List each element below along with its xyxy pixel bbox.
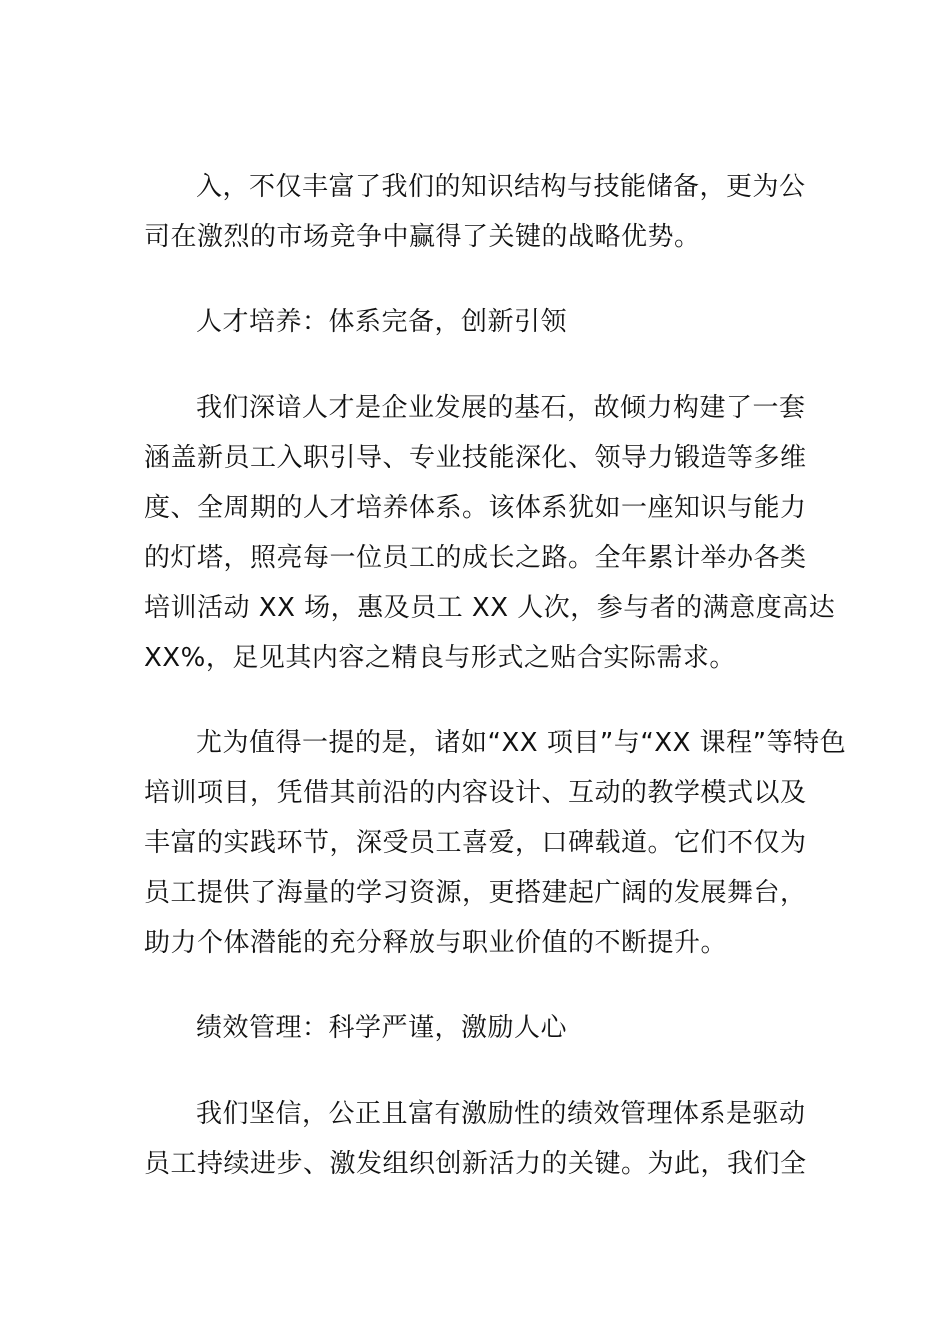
paragraph-line: 员工持续进步、激发组织创新活力的关键。为此，我们全 [144, 1149, 807, 1179]
paragraph-line: 度、全周期的人才培养体系。该体系犹如一座知识与能力 [144, 493, 807, 523]
section-heading-performance: 绩效管理：科学严谨，激励人心 [196, 1013, 568, 1043]
paragraph-line: 培训活动 XX 场，惠及员工 XX 人次，参与者的满意度高达 [144, 593, 836, 623]
paragraph-line: 丰富的实践环节，深受员工喜爱，口碑载道。它们不仅为 [144, 828, 807, 858]
paragraph-line: 的灯塔，照亮每一位员工的成长之路。全年累计举办各类 [144, 543, 807, 573]
paragraph-line: 尤为值得一提的是，诸如“XX 项目”与“XX 课程”等特色 [196, 728, 847, 758]
paragraph-line: 员工提供了海量的学习资源，更搭建起广阔的发展舞台， [144, 878, 807, 908]
paragraph-line: XX%，足见其内容之精良与形式之贴合实际需求。 [144, 643, 736, 673]
section-heading-talent: 人才培养：体系完备，创新引领 [196, 307, 568, 337]
paragraph-line: 我们坚信，公正且富有激励性的绩效管理体系是驱动 [196, 1099, 806, 1129]
paragraph-line: 助力个体潜能的充分释放与职业价值的不断提升。 [144, 928, 728, 958]
paragraph-line: 培训项目，凭借其前沿的内容设计、互动的教学模式以及 [144, 778, 807, 808]
paragraph-line: 涵盖新员工入职引导、专业技能深化、领导力锻造等多维 [144, 443, 807, 473]
paragraph-line: 入，不仅丰富了我们的知识结构与技能储备，更为公 [196, 172, 806, 202]
paragraph-line: 我们深谙人才是企业发展的基石，故倾力构建了一套 [196, 393, 806, 423]
paragraph-line: 司在激烈的市场竞争中赢得了关键的战略优势。 [144, 222, 701, 252]
